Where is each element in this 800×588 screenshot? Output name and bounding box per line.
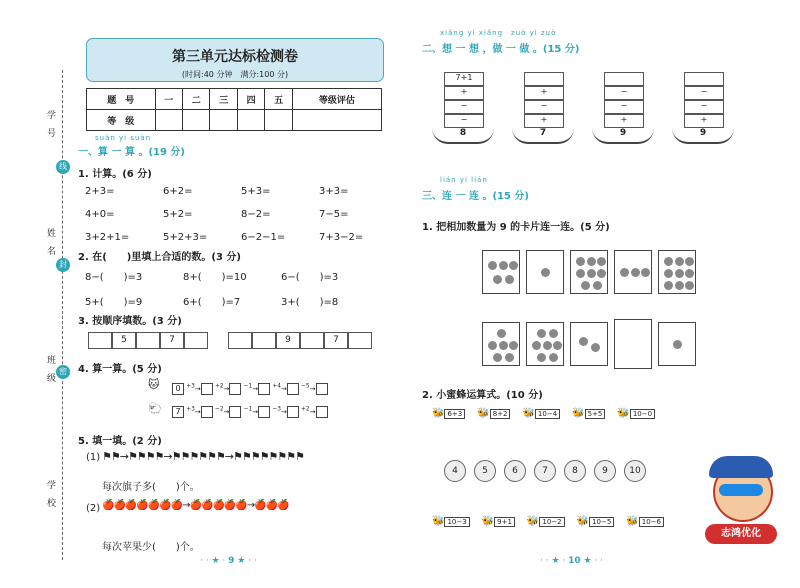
score-grade-label: 等 级 <box>87 110 156 131</box>
card[interactable] <box>614 319 652 369</box>
seq-box[interactable] <box>228 332 252 349</box>
boat-op[interactable]: − <box>524 100 564 114</box>
q1-item: 2+3= <box>85 186 115 197</box>
sec3-q1-label: 1. 把相加数量为 9 的卡片连一连。(5 分) <box>422 222 610 233</box>
q4-chain1: 0 $^{+3}$→ $^{+2}$→ $^{-1}$→ $^{+4}$→ $^{-5}$→ <box>172 383 328 395</box>
boat <box>592 72 662 162</box>
bee[interactable] <box>577 516 615 527</box>
chain-start: 0 <box>172 383 184 395</box>
q1-item: 5+2= <box>163 209 193 220</box>
q1-item: 8−2= <box>241 209 271 220</box>
chain-box[interactable] <box>229 406 241 418</box>
q2-grid <box>85 268 385 308</box>
seq-box[interactable]: 7 <box>160 332 184 349</box>
boat-op[interactable]: + <box>444 86 484 100</box>
card[interactable] <box>658 250 696 294</box>
q2-item[interactable]: 6−( )=3 <box>281 272 339 283</box>
seq-box[interactable]: 5 <box>112 332 136 349</box>
op: −2 <box>214 406 224 413</box>
bee[interactable] <box>432 516 470 527</box>
bee-icon: 🐝 <box>526 516 540 527</box>
q1-item: 5+2+3= <box>163 232 208 243</box>
op: +2 <box>301 406 310 413</box>
sec2-pinyin: xiǎng yi xiǎng zuò yi zuò <box>440 29 557 37</box>
q5-p2: (2) <box>86 503 101 514</box>
flower[interactable]: 10 <box>624 460 646 482</box>
flower[interactable]: 7 <box>534 460 556 482</box>
boat-num: 9 <box>592 128 654 144</box>
bee-icon: 🐝 <box>576 516 590 527</box>
boat-op[interactable]: − <box>444 114 484 128</box>
chain-start: 7 <box>172 406 184 418</box>
bee-label: 10−6 <box>639 517 664 527</box>
seq-box[interactable] <box>184 332 208 349</box>
q1-item: 7+3−2= <box>319 232 364 243</box>
score-cell[interactable] <box>183 110 210 131</box>
boat-top[interactable] <box>604 72 644 86</box>
card[interactable] <box>526 322 564 366</box>
bee-label: 9+1 <box>494 517 515 527</box>
apples-icon: 🍎🍎🍎🍎🍎🍎🍎→🍎🍎🍎🍎🍎→🍎🍎🍎 <box>102 500 289 511</box>
card[interactable] <box>526 250 564 294</box>
card[interactable] <box>570 322 608 366</box>
card[interactable] <box>570 250 608 294</box>
sec3-pinyin: lián yi lián <box>440 176 488 184</box>
flower[interactable]: 8 <box>564 460 586 482</box>
q1-item: 6+2= <box>163 186 193 197</box>
score-head-3: 三 <box>210 89 237 110</box>
page-num-right: 10 <box>568 556 581 566</box>
flower[interactable]: 6 <box>504 460 526 482</box>
score-head-5: 五 <box>265 89 292 110</box>
q1-item: 3+3= <box>319 186 349 197</box>
bee-label: 10−0 <box>630 409 655 419</box>
flower[interactable]: 4 <box>444 460 466 482</box>
circle-xian: 线 <box>56 160 70 174</box>
sec1-title: 一、算 一 算 。(19 分) <box>78 147 185 158</box>
seq-box[interactable] <box>88 332 112 349</box>
chain-box[interactable] <box>201 406 213 418</box>
bee-icon: 🐝 <box>481 516 495 527</box>
chain-box[interactable] <box>316 406 328 418</box>
chain-box[interactable] <box>316 383 328 395</box>
bees-bottom <box>432 516 664 527</box>
q2-item[interactable]: 8+( )=10 <box>183 272 247 283</box>
bee-label: 8+2 <box>490 409 511 419</box>
seq-box[interactable]: 9 <box>276 332 300 349</box>
side-xuehao: 学 号 <box>45 110 55 137</box>
op: +3 <box>186 406 195 413</box>
bee[interactable] <box>572 408 605 419</box>
bee-label: 6+3 <box>444 409 465 419</box>
q5-label: 5. 填一填。(2 分) <box>78 436 162 447</box>
op: +3 <box>186 383 195 390</box>
boat-op[interactable]: + <box>684 114 724 128</box>
bee[interactable] <box>522 408 560 419</box>
circle-mi: 密 <box>56 365 70 379</box>
flowers <box>444 460 646 482</box>
bee-icon: 🐝 <box>522 408 535 419</box>
bee-label: 10−4 <box>535 409 560 419</box>
footer-left: · · ★ · 9 ★ · · <box>200 556 257 566</box>
chain-box[interactable] <box>229 383 241 395</box>
boat-num: 9 <box>672 128 734 144</box>
card[interactable] <box>614 250 652 294</box>
seq-box[interactable] <box>252 332 276 349</box>
bee-label: 10−5 <box>589 517 614 527</box>
seq-box[interactable] <box>300 332 324 349</box>
q1-item: 5+3= <box>241 186 271 197</box>
boat-num: 7 <box>512 128 574 144</box>
boat-op[interactable]: − <box>444 100 484 114</box>
q3-seq1 <box>88 332 208 349</box>
bee-icon: 🐝 <box>626 516 639 527</box>
chain-box[interactable] <box>201 383 213 395</box>
cut-line <box>62 70 63 560</box>
bee-label: 10−3 <box>444 517 469 527</box>
card[interactable] <box>658 322 696 366</box>
mascot-logo <box>705 462 777 562</box>
op: −1 <box>243 406 253 413</box>
q1-item: 7−5= <box>319 209 349 220</box>
boat <box>672 72 742 162</box>
bee-icon: 🐝 <box>572 408 585 419</box>
q5-ans1: 每次旗子多( )个。 <box>102 482 200 493</box>
q4-chain2: 7 $^{+3}$→ $^{-2}$→ $^{-1}$→ $^{-3}$→ $^{+2}$→ <box>172 406 328 418</box>
bee-label: 5+5 <box>585 409 606 419</box>
boat-op[interactable]: + <box>524 86 564 100</box>
score-head-2: 二 <box>183 89 210 110</box>
score-cell[interactable] <box>155 110 182 131</box>
boat-op[interactable]: − <box>604 100 644 114</box>
sec3-title: 三、连 一 连 。(15 分) <box>422 191 529 202</box>
bee[interactable] <box>477 408 510 419</box>
score-head-1: 一 <box>155 89 182 110</box>
q3-label: 3. 按顺序填数。(3 分) <box>78 316 182 327</box>
q1-label: 1. 计算。(6 分) <box>78 169 152 180</box>
title-box <box>86 38 384 82</box>
op: −5 <box>301 383 310 390</box>
boat-op[interactable]: + <box>524 114 564 128</box>
score-cell[interactable] <box>265 110 292 131</box>
q1-item: 4+0= <box>85 209 115 220</box>
q1-item: 6−2−1= <box>241 232 286 243</box>
bee[interactable] <box>527 516 565 527</box>
bees-top <box>432 408 655 419</box>
boat-op[interactable]: − <box>604 86 644 100</box>
bee[interactable] <box>626 516 664 527</box>
chain-box[interactable] <box>287 383 299 395</box>
score-cell[interactable] <box>210 110 237 131</box>
side-banji: 班 级 <box>45 355 55 382</box>
q2-item[interactable]: 6+( )=7 <box>183 297 241 308</box>
flower[interactable]: 5 <box>474 460 496 482</box>
boat-top[interactable] <box>684 72 724 86</box>
bee-icon: 🐝 <box>617 408 630 419</box>
seq-box[interactable] <box>348 332 372 349</box>
q5-p1: (1) <box>86 452 101 463</box>
sheep-icon: 🐑 <box>148 402 162 415</box>
q2-item[interactable]: 8−( )=3 <box>85 272 143 283</box>
bee[interactable] <box>482 516 515 527</box>
boat-num: 8 <box>432 128 494 144</box>
page-num-left: 9 <box>228 556 235 566</box>
side-xingming: 姓 名 <box>45 228 55 255</box>
circle-feng: 封 <box>56 258 70 272</box>
bee-label: 10−2 <box>539 517 564 527</box>
score-cell[interactable] <box>237 110 264 131</box>
op: −3 <box>272 406 281 413</box>
boat <box>512 72 582 162</box>
card[interactable] <box>482 322 520 366</box>
boat-op[interactable]: + <box>604 114 644 128</box>
op: +4 <box>272 383 281 390</box>
cards-bottom <box>482 322 696 369</box>
flower[interactable]: 9 <box>594 460 616 482</box>
score-table <box>86 88 382 131</box>
chain-box[interactable] <box>258 383 270 395</box>
score-head-4: 四 <box>237 89 264 110</box>
q1-grid <box>85 186 385 243</box>
score-head-0: 题 号 <box>87 89 156 110</box>
seq-box[interactable] <box>136 332 160 349</box>
boat-top[interactable] <box>524 72 564 86</box>
sec3-q2-label: 2. 小蜜蜂运算式。(10 分) <box>422 390 543 401</box>
side-xuexiao: 学 校 <box>45 480 55 507</box>
boat-op[interactable]: − <box>684 100 724 114</box>
page-title: 第三单元达标检测卷 <box>172 49 298 65</box>
bee-icon: 🐝 <box>432 408 445 419</box>
boat-op[interactable]: − <box>684 86 724 100</box>
score-head-6: 等级评估 <box>292 89 381 110</box>
mascot-label: 志鸿优化 <box>705 524 777 544</box>
footer-right: · · ★ · 10 ★ · · <box>540 556 604 566</box>
page-subtitle: (时间:40 分钟 满分:100 分) <box>181 70 289 79</box>
boat <box>432 72 502 162</box>
seq-box[interactable]: 7 <box>324 332 348 349</box>
q1-item: 3+2+1= <box>85 232 130 243</box>
bee-icon: 🐝 <box>432 516 445 527</box>
boat-top[interactable]: 7+1 <box>444 72 484 86</box>
sec1-pinyin: suàn yi suàn <box>95 134 152 142</box>
flags-icon: ⚑⚑→⚑⚑⚑⚑→⚑⚑⚑⚑⚑⚑→⚑⚑⚑⚑⚑⚑⚑⚑ <box>102 450 304 463</box>
sec2-title: 二、想 一 想 ，做 一 做 。(15 分) <box>422 44 580 55</box>
q2-label: 2. 在( )里填上合适的数。(3 分) <box>78 252 241 263</box>
q5-ans2: 每次苹果少( )个。 <box>102 542 200 553</box>
q4-label: 4. 算一算。(5 分) <box>78 364 162 375</box>
cat-icon: 🐱 <box>148 378 160 391</box>
bee[interactable] <box>617 408 655 419</box>
q2-item[interactable]: 3+( )=8 <box>281 297 339 308</box>
op: −1 <box>243 383 253 390</box>
chain-box[interactable] <box>287 406 299 418</box>
bee-icon: 🐝 <box>477 408 490 419</box>
score-cell[interactable] <box>292 110 381 131</box>
q2-item[interactable]: 5+( )=9 <box>85 297 143 308</box>
chain-box[interactable] <box>258 406 270 418</box>
op: +2 <box>214 383 224 390</box>
cards-top <box>482 250 696 294</box>
bee[interactable] <box>432 408 465 419</box>
card[interactable] <box>482 250 520 294</box>
q3-seq2 <box>228 332 372 349</box>
boats <box>432 72 762 164</box>
